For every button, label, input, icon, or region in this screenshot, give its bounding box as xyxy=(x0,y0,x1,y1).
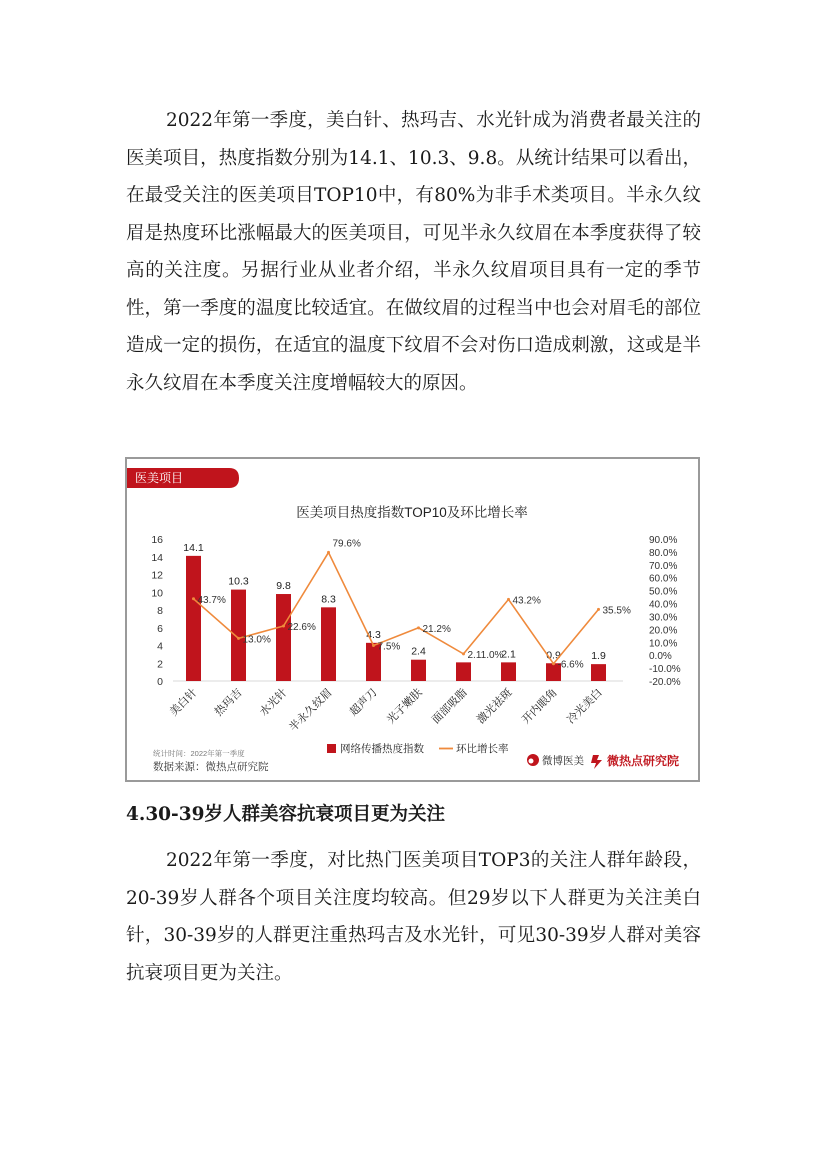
y-left-tick: 4 xyxy=(157,640,163,653)
y-left-tick: 16 xyxy=(151,534,163,546)
growth-value-label: 7.5% xyxy=(377,641,401,653)
weibo-medical-logo: 微博医美 xyxy=(542,755,584,767)
intro-paragraph xyxy=(126,102,701,402)
category-label: 热玛吉 xyxy=(212,686,245,719)
bar-value-label: 1.9 xyxy=(591,650,606,663)
growth-point-冷光美白 xyxy=(597,608,600,611)
heat-index-chart xyxy=(127,459,698,780)
y-left-tick: 2 xyxy=(157,658,163,671)
y-right-tick: 40.0% xyxy=(649,599,678,611)
intro-paragraph-text: 2022年第一季度，美白针、热玛吉、水光针成为消费者最关注的医美项目，热度指数分别为14.1、10.3、9.8。从统计结果可以看出，在最受关注的医美项目TOP10中，有80%为非手术类项目。半永久纹眉是热度环比涨幅最大的医美项目，可见半永久纹眉在本季度获得了较高的关注度。另据行业从业者介绍，半永久纹眉项目具有一定的季节性，第一季度的温度比较适宜。在做纹眉的过程当中也会对眉毛的部位造成一定的损伤，在适宜的温度下纹眉不会对伤口造成刺激，这或是半永久纹眉在本季度关注度增幅较大的原因。 xyxy=(126,110,701,394)
bar-激光祛斑 xyxy=(501,662,516,681)
growth-value-label: 2.11.0% xyxy=(467,649,504,661)
hotspot-research-logo: 微热点研究院 xyxy=(607,754,680,768)
category-label: 激光祛斑 xyxy=(475,686,515,727)
bar-半永久纹眉 xyxy=(321,607,336,681)
bar-面部吸脂 xyxy=(456,662,471,681)
weibo-logo-eye-icon xyxy=(529,759,534,764)
growth-point-美白针 xyxy=(192,597,195,600)
growth-value-label: 43.7% xyxy=(197,594,226,606)
growth-value-label: 13.0% xyxy=(242,634,271,646)
category-label: 水光针 xyxy=(257,686,290,719)
growth-value-label: 22.6% xyxy=(287,622,316,634)
y-right-tick: 70.0% xyxy=(649,560,678,572)
bar-冷光美白 xyxy=(591,664,606,681)
chart-figure xyxy=(125,457,700,782)
hotspot-logo-icon xyxy=(591,755,602,769)
y-right-tick: 60.0% xyxy=(649,573,678,585)
growth-point-超声刀 xyxy=(372,644,375,647)
figure-note: 统计时间：2022年第一季度 xyxy=(153,749,245,758)
category-label: 开内眼角 xyxy=(520,686,560,727)
y-left-tick: 10 xyxy=(151,587,163,600)
y-left-tick: 8 xyxy=(157,605,163,617)
category-label: 面部吸脂 xyxy=(430,686,470,727)
section-heading: 4.30-39岁人群美容抗衰项目更为关注 xyxy=(126,804,445,825)
growth-value-label: 43.2% xyxy=(512,595,541,607)
growth-point-开内眼角 xyxy=(552,662,555,665)
figure-tag-label: 医美项目 xyxy=(135,471,184,485)
growth-value-label: 21.2% xyxy=(422,623,451,635)
legend-line-label: 环比增长率 xyxy=(456,743,509,755)
legend-bar-swatch xyxy=(327,744,336,753)
bar-value-label: 0.9 xyxy=(546,649,561,662)
bar-value-label: 2.4 xyxy=(411,645,426,658)
bar-value-label: 9.8 xyxy=(276,580,291,593)
bar-value-label: 14.1 xyxy=(183,541,204,554)
y-right-tick: 90.0% xyxy=(649,535,678,546)
bar-光子嫩肤 xyxy=(411,660,426,681)
bar-美白针 xyxy=(186,556,201,681)
y-left-tick: 6 xyxy=(157,622,163,635)
bar-value-label: 10.3 xyxy=(228,575,249,588)
figure-source: 数据来源：微热点研究院 xyxy=(153,761,269,773)
bar-水光针 xyxy=(276,594,291,681)
y-left-tick: 12 xyxy=(151,569,163,582)
growth-point-面部吸脂 xyxy=(462,652,465,655)
y-right-tick: 10.0% xyxy=(649,638,678,650)
growth-value-label: 35.5% xyxy=(602,605,631,617)
growth-point-激光祛斑 xyxy=(507,598,510,601)
category-label: 光子嫩肤 xyxy=(385,686,425,727)
growth-point-光子嫩肤 xyxy=(417,626,420,629)
legend-bar-label: 网络传播热度指数 xyxy=(340,743,424,755)
y-right-tick: 0.0% xyxy=(649,651,672,663)
bar-value-label: 8.3 xyxy=(321,593,336,606)
age-paragraph-text: 2022年第一季度，对比热门医美项目TOP3的关注人群年龄段，20-39岁人群各个项目关注度均较高。但29岁以下人群更为关注美白针，30-39岁的人群更注重热玛吉及水光针，可见30-39岁人群对美容抗衰项目更为关注。 xyxy=(126,850,701,984)
y-right-tick: 80.0% xyxy=(649,547,678,559)
category-label: 美白针 xyxy=(167,686,200,719)
y-left-tick: 0 xyxy=(157,676,163,688)
y-right-tick: 20.0% xyxy=(649,625,678,637)
growth-value-label: -6.6% xyxy=(557,659,584,671)
y-right-tick: 30.0% xyxy=(649,612,678,624)
category-label: 超声刀 xyxy=(347,686,380,719)
bar-value-label: 4.3 xyxy=(366,628,381,641)
chart-title: 医美项目热度指数TOP10及环比增长率 xyxy=(296,505,528,520)
growth-point-半永久纹眉 xyxy=(327,551,330,554)
growth-value-label: 79.6% xyxy=(332,538,361,550)
category-label: 冷光美白 xyxy=(565,686,605,727)
category-label: 半永久纹眉 xyxy=(287,686,335,735)
y-left-tick: 14 xyxy=(151,551,163,564)
growth-point-热玛吉 xyxy=(237,637,240,640)
bar-value-label: 2.1 xyxy=(501,648,516,661)
y-right-tick: 50.0% xyxy=(649,586,678,598)
growth-point-水光针 xyxy=(282,625,285,628)
age-paragraph xyxy=(126,842,701,992)
y-right-tick: -20.0% xyxy=(649,677,681,688)
y-right-tick: -10.0% xyxy=(649,664,681,676)
